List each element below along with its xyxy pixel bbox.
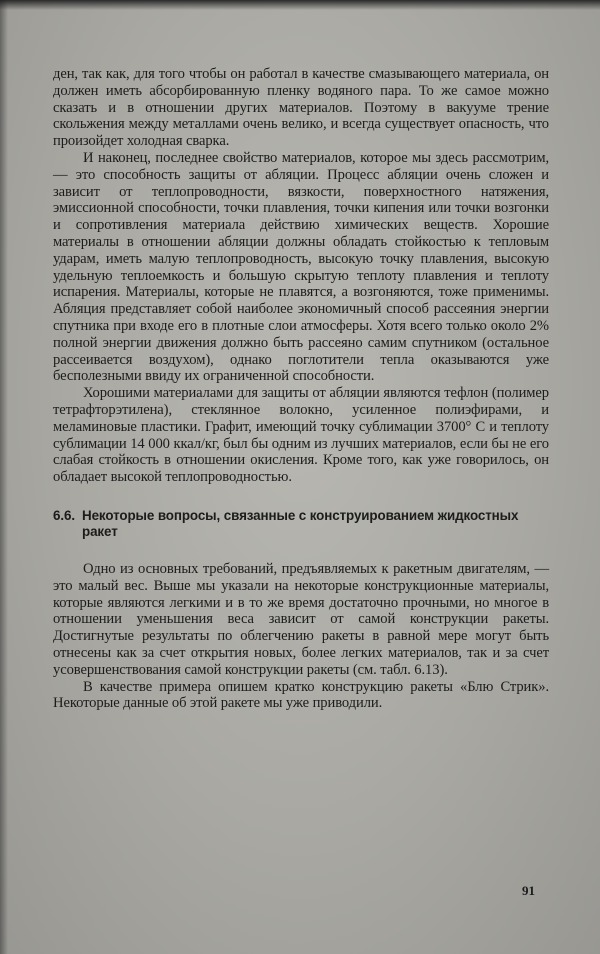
paragraph-blue-streak: В качестве примера опишем кратко конструкцию ракеты «Блю Стрик». Некоторые данные об этой ракете мы уже приводили. xyxy=(53,678,549,712)
paragraph-continuation: ден, так как, для того чтобы он работал в качестве смазывающего материала, он должен иметь абсорбированную пленку водяного пара. То же самое можно сказать и в отношении других материалов. Поэтому в вакууме трение скольжения между металлами очень велико, и всегда существует опасность, что произойдет холодная сварка. xyxy=(53,66,549,150)
page-shadow-left xyxy=(0,0,8,954)
section-heading xyxy=(53,508,549,541)
paragraph-ablation: И наконец, последнее свойство материалов, которое мы здесь рассмотрим, — это способность защиты от абляции. Процесс абляции очень сложен и зависит от теплопроводности, вязкости, поверхностного натяжения, эмиссионной способности, точки плавления, точки кипения или точки возгонки и сопротивления материала действию химических веществ. Хорошие материалы в отношении абляции должны обладать стойкостью к тепловым ударам, иметь малую теплопроводность, высокую точку плавления, высокую удельную теплоемкость и большую скрытую теплоту плавления и теплоту испарения. Материалы, которые не плавятся, а возгоняются, тоже применимы. Абляция представляет собой наиболее экономичный способ рассеяния энергии спутника при входе его в плотные слои атмосферы. Хотя всего только около 2% полной энергии движения должно быть рассеяно самим спутником (остальное рассеивается воздухом), однако поглотители тепла оказываются уже бесполезными ввиду их ограниченной способности. xyxy=(53,149,549,385)
paragraph-weight: Одно из основных требований, предъявляемых к ракетным двигателям, — это малый вес. Выше мы указали на некоторые конструкционные материалы, которые являются легкими и в то же время достаточно прочными, но многое в отношении уменьшения веса зависит от самой конструкции ракеты. Достигнутые результаты по облегчению ракеты в равной мере могут быть отнесены как за счет открытия новых, более легких материалов, так и за счет усовершенствования самой конструкции ракеты (см. табл. 6.13). xyxy=(53,560,549,678)
page-body xyxy=(53,66,549,712)
section-number: 6.6. xyxy=(53,507,75,523)
page-shadow-top xyxy=(0,0,600,10)
section-title: Некоторые вопросы, связанные с конструированием жидкостных ракет xyxy=(82,507,519,540)
paragraph-ablation-materials: Хорошими материалами для защиты от абляции являются тефлон (полимер тетрафторэтилена), стеклянное волокно, усиленное полиэфирами, и меламиновые пластики. Графит, имеющий точку сублимации 3700° С и теплоту сублимации 14 000 ккал/кг, был бы одним из лучших материалов, если бы не его слабая стойкость в отношении окисления. Кроме того, как уже говорилось, он обладает высокой теплопроводностью. xyxy=(53,385,549,486)
page-number: 91 xyxy=(522,883,535,898)
